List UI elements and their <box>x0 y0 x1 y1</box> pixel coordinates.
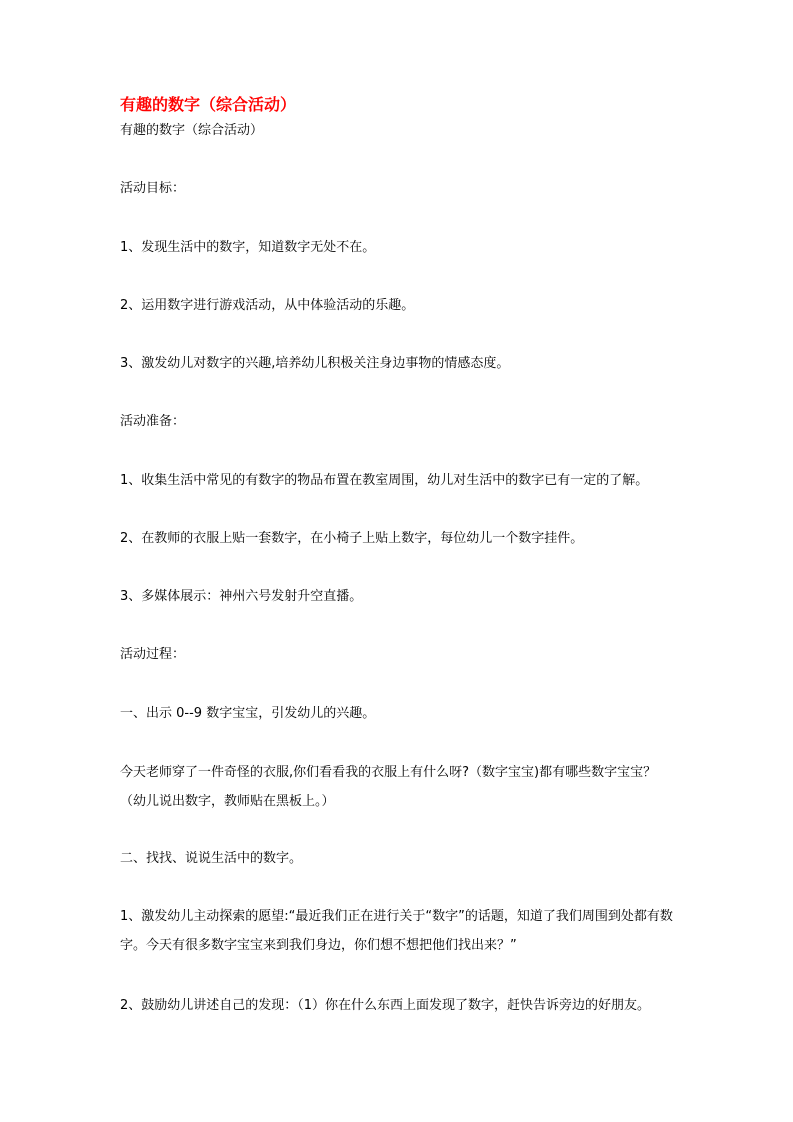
process-step-2: 二、找找、说说生活中的数字。 <box>120 851 303 866</box>
goal-item-2: 2、运用数字进行游戏活动，从中体验活动的乐趣。 <box>120 298 415 313</box>
prep-item-3: 3、多媒体展示：神州六号发射升空直播。 <box>120 589 363 604</box>
process-step-1-detail: 今天老师穿了一件奇怪的衣服,你们看看我的衣服上有什么呀?（数字宝宝)都有哪些数字宝宝？（幼儿说出数字，教师贴在黑板上。） <box>120 765 657 809</box>
goals-heading: 活动目标： <box>120 181 186 196</box>
process-step-2-item-1: 1、激发幼儿主动探索的愿望:“最近我们正在进行关于“数字”的话题，知道了我们周围到处都有数字。今天有很多数字宝宝来到我们身边，你们想不想把他们找出来？” <box>120 909 673 953</box>
document-subtitle: 有趣的数字（综合活动） <box>120 123 264 138</box>
goal-item-3: 3、激发幼儿对数字的兴趣,培养幼儿积极关注身边事物的情感态度。 <box>120 356 510 371</box>
prep-item-1: 1、收集生活中常见的有数字的物品布置在教室周围，幼儿对生活中的数字已有一定的了解。 <box>120 473 649 488</box>
document-title: 有趣的数字（综合活动） <box>120 95 297 114</box>
process-step-1: 一、出示 0--9 数字宝宝，引发幼儿的兴趣。 <box>120 706 376 721</box>
goal-item-1: 1、发现生活中的数字，知道数字无处不在。 <box>120 240 376 255</box>
prep-heading: 活动准备： <box>120 414 186 429</box>
prep-item-2: 2、在教师的衣服上贴一套数字，在小椅子上贴上数字，每位幼儿一个数字挂件。 <box>120 531 584 546</box>
process-heading: 活动过程： <box>120 647 186 662</box>
process-step-2-item-2: 2、鼓励幼儿讲述自己的发现：（1）你在什么东西上面发现了数字，赶快告诉旁边的好朋友。 <box>120 998 651 1013</box>
